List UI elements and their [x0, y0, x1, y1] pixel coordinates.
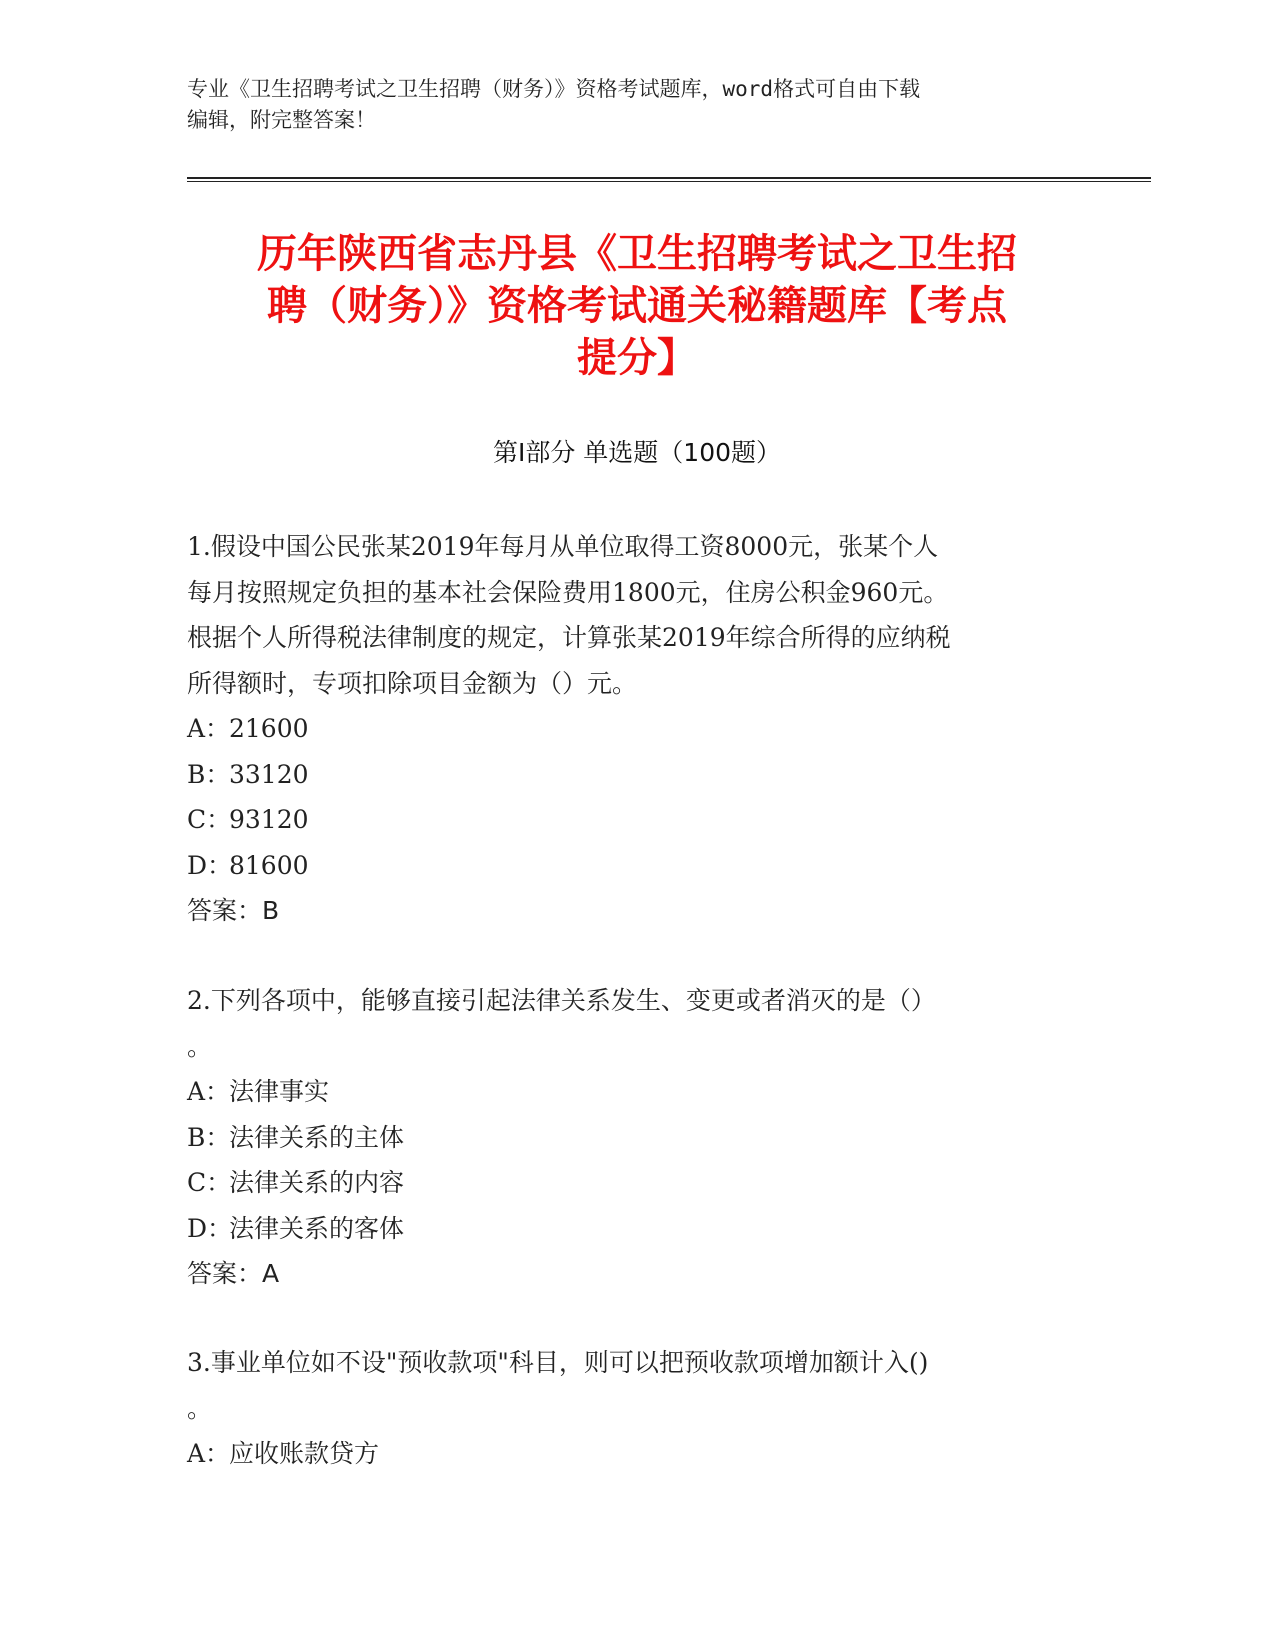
section-heading: 第Ⅰ部分 单选题（100题） [492, 438, 782, 467]
question-3 [187, 1340, 1067, 1477]
option-a [187, 1431, 1067, 1477]
stem-line: 每月按照规定负担的基本社会保险费用1800元，住房公积金960元。 [187, 577, 949, 607]
option-letter: A： [187, 1439, 231, 1468]
option-b [187, 1115, 1067, 1161]
title-line: 聘（财务）》资格考试通关秘籍题库【考点 [267, 283, 1007, 329]
option-b [187, 752, 1067, 798]
stem-line: 3.事业单位如不设"预收款项"科目，则可以把预收款项增加额计入() [187, 1348, 929, 1377]
option-a [187, 706, 1067, 752]
option-c [187, 1160, 1067, 1206]
answer-line: 答案：A [187, 1259, 280, 1288]
option-text: 法律关系的内容 [229, 1168, 405, 1197]
question-2 [187, 978, 1067, 1297]
option-text: 81600 [229, 850, 309, 880]
option-text: 法律关系的主体 [229, 1122, 405, 1152]
option-d [187, 843, 1067, 889]
question-stem [187, 1340, 1067, 1431]
divider-thick-line [187, 177, 1151, 179]
question-stem [187, 978, 1067, 1069]
title-line: 提分】 [577, 335, 697, 381]
stem-line: 。 [187, 1031, 213, 1061]
stem-line: 。 [187, 1393, 213, 1423]
header-note-line: 专业《卫生招聘考试之卫生招聘（财务）》资格考试题库，word格式可自由下载 [187, 77, 921, 101]
option-letter: A： [187, 714, 231, 743]
option-text: 应收账款贷方 [229, 1439, 380, 1468]
option-letter: D： [187, 850, 233, 880]
header-note [187, 74, 1087, 136]
question-stem [187, 524, 1067, 706]
header-note-line: 编辑，附完整答案！ [187, 108, 376, 132]
option-letter: C： [187, 805, 232, 834]
question-1 [187, 524, 1067, 934]
stem-line: 1.假设中国公民张某2019年每月从单位取得工资8000元，张某个人 [187, 532, 939, 561]
option-letter: D： [187, 1213, 233, 1243]
option-c [187, 797, 1067, 843]
option-letter: C： [187, 1168, 232, 1197]
option-letter: A： [187, 1077, 231, 1106]
stem-line: 2.下列各项中，能够直接引起法律关系发生、变更或者消灭的是（） [187, 986, 936, 1015]
option-text: 33120 [229, 759, 309, 789]
option-letter: B： [187, 759, 231, 789]
answer-line: 答案：B [187, 896, 280, 925]
title-line: 历年陕西省志丹县《卫生招聘考试之卫生招 [257, 231, 1017, 277]
option-text: 93120 [229, 805, 309, 834]
option-text: 法律事实 [229, 1077, 330, 1106]
option-letter: B： [187, 1122, 231, 1152]
option-text: 法律关系的客体 [229, 1213, 405, 1243]
document-title [187, 228, 1087, 384]
option-text: 21600 [229, 714, 309, 743]
stem-line: 根据个人所得税法律制度的规定，计算张某2019年综合所得的应纳税 [187, 623, 951, 652]
stem-line: 所得额时，专项扣除项目金额为（）元。 [187, 668, 638, 698]
header-divider [187, 177, 1151, 182]
option-a [187, 1069, 1067, 1115]
option-d [187, 1206, 1067, 1252]
divider-thin-line [187, 181, 1151, 182]
